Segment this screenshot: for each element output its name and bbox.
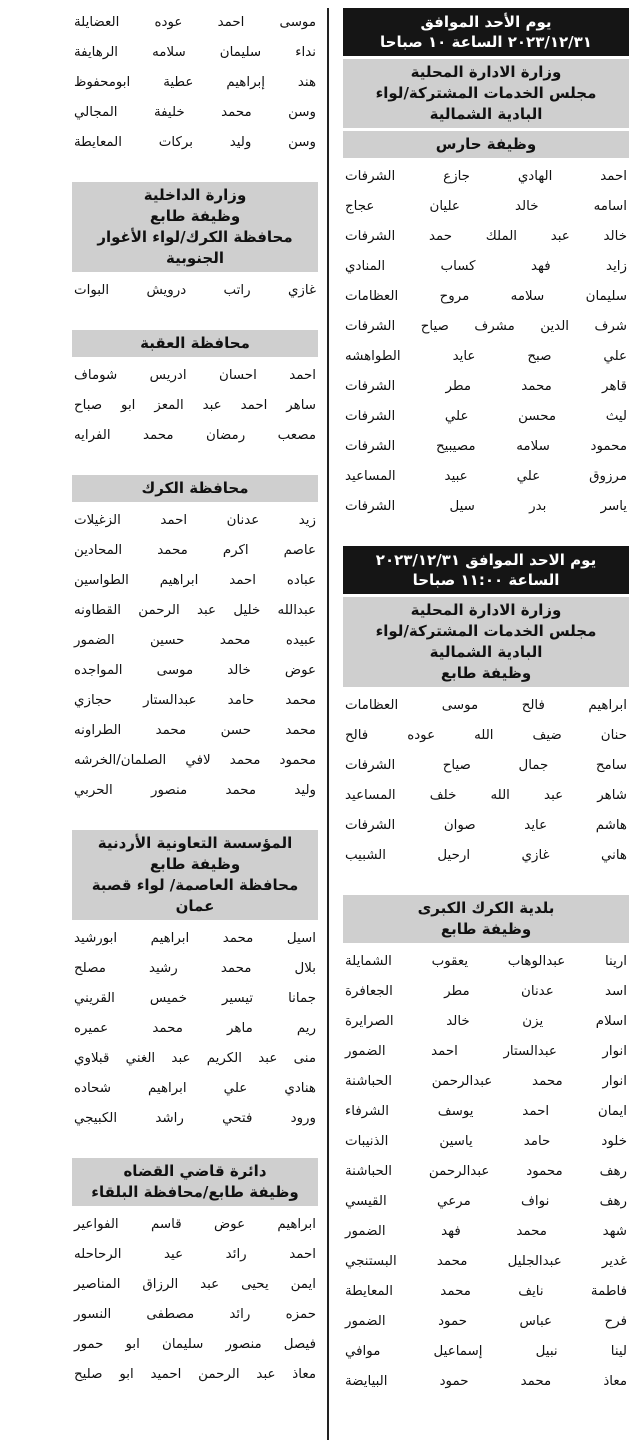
entity-line: وزارة الادارة المحلية xyxy=(410,601,562,619)
entity-line: وظيفة طابع xyxy=(149,207,241,225)
list-item: بلال محمد رشيد مصلح xyxy=(74,961,316,976)
list-item: حمزه رائد مصطفى النسور xyxy=(74,1307,316,1322)
list-item: خلود حامد ياسين الذنيبات xyxy=(345,1134,627,1149)
list-item: اسد عدنان مطر الجعافرة xyxy=(345,984,627,999)
list-item: نداء سليمان سلامه الرهايفة xyxy=(74,45,316,60)
list-item: عباده احمد ابراهيم الطواسين xyxy=(74,573,316,588)
date-header-2 xyxy=(343,546,629,594)
entity-line: مجلس الخدمات المشتركة/لواء xyxy=(375,84,597,102)
list-item: ابراهيم عوض قاسم الفواعير xyxy=(74,1217,316,1232)
job-header-1 xyxy=(343,131,629,158)
list-item: اسيل محمد ابراهيم ابورشيد xyxy=(74,931,316,946)
list-item: عبيده محمد حسين الضمور xyxy=(74,633,316,648)
list-item: احمد الهادي جازع الشرفات xyxy=(345,169,627,184)
list-item: هاني غازي ارحيل الشبيب xyxy=(345,848,627,863)
list-item: اسامه خالد عليان عجاج xyxy=(345,199,627,214)
entity-header-1 xyxy=(343,59,629,128)
entity-line: مجلس الخدمات المشتركة/لواء xyxy=(375,622,597,640)
entity-line: دائرة قاضي القضاه xyxy=(123,1162,267,1180)
list-item: ياسر بدر سيل الشرفات xyxy=(345,499,627,514)
list-item: احمد رائد عيد الرحاحله xyxy=(74,1247,316,1262)
list-item: احمد احسان ادريس شوماف xyxy=(74,368,316,383)
names-list xyxy=(72,1210,318,1390)
list-item: رهف نواف مرعي القيسي xyxy=(345,1194,627,1209)
date-line: ٢٠٢٣/١٢/٣١ الساعة ١٠ صباحا xyxy=(380,33,592,51)
entity-line: وظيفة طابع xyxy=(440,920,532,938)
entity-line: محافظة العقبة xyxy=(140,334,250,352)
list-item: موسى احمد عوده العضايلة xyxy=(74,15,316,30)
list-item: ريم ماهر محمد عميره xyxy=(74,1021,316,1036)
list-item: وسن محمد خليفة المجالي xyxy=(74,105,316,120)
entity-line: وظيفة طابع/محافظة البلقاء xyxy=(91,1183,299,1201)
entity-line: وظيفة طابع xyxy=(149,855,241,873)
list-item: زايد فهد كساب المنادي xyxy=(345,259,627,274)
names-list xyxy=(72,276,318,306)
entity-header-judges xyxy=(72,1158,318,1206)
list-item: فاطمة نايف محمد المعايطة xyxy=(345,1284,627,1299)
entity-line: عمان xyxy=(175,897,215,915)
entity-header-karak xyxy=(72,475,318,502)
left-column xyxy=(72,8,318,1390)
list-item: ليث محسن علي الشرفات xyxy=(345,409,627,424)
entity-header-cooperative xyxy=(72,830,318,920)
list-item: شاهر عبد الله خلف المساعيد xyxy=(345,788,627,803)
list-item: هنادي علي ابراهيم شحاده xyxy=(74,1081,316,1096)
list-item: سامح جمال صياح الشرفات xyxy=(345,758,627,773)
entity-line: البادية الشمالية xyxy=(429,105,543,123)
names-list xyxy=(72,924,318,1134)
list-item: هند إبراهيم عطية ابومحفوظ xyxy=(74,75,316,90)
list-item: انوار محمد عبدالرحمن الحباشنة xyxy=(345,1074,627,1089)
list-item: مرزوق علي عبيد المساعيد xyxy=(345,469,627,484)
list-item: ابراهيم فالح موسى العظامات xyxy=(345,698,627,713)
list-item: عوض خالد موسى المواجده xyxy=(74,663,316,678)
list-item: معاذ محمد حمود البيايضة xyxy=(345,1374,627,1389)
date-line: يوم الاحد الموافق ٢٠٢٣/١٢/٣١ xyxy=(375,551,597,569)
list-item: مصعب رمضان محمد الفرايه xyxy=(74,428,316,443)
list-item: محمود محمد لافي الصلمان/الخرشه xyxy=(74,753,316,768)
entity-line: بلدية الكرك الكبرى xyxy=(417,899,555,917)
list-item: وسن وليد بركات المعايطة xyxy=(74,135,316,150)
list-item: لينا نبيل إسماعيل موافي xyxy=(345,1344,627,1359)
date-line: يوم الأحد الموافق xyxy=(420,13,552,31)
right-column xyxy=(343,8,629,1397)
list-item: علي صبح عايد الطواهشه xyxy=(345,349,627,364)
list-item: غازي راتب درويش البوات xyxy=(74,283,316,298)
list-item: فيصل منصور سليمان ابو حمور xyxy=(74,1337,316,1352)
entity-line: محافظة الكرك xyxy=(141,479,249,497)
entity-line: محافظة الكرك/لواء الأغوار xyxy=(97,228,293,246)
entity-line: البادية الشمالية xyxy=(429,643,543,661)
list-item: محمود سلامه مصيبيح الشرفات xyxy=(345,439,627,454)
entity-line: وظيفة طابع xyxy=(440,664,532,682)
names-list xyxy=(72,8,318,158)
list-item: سليمان سلامه مروح العظامات xyxy=(345,289,627,304)
list-item: حنان ضيف الله عوده فالح xyxy=(345,728,627,743)
list-item: وليد محمد منصور الحربي xyxy=(74,783,316,798)
entity-header-3 xyxy=(343,895,629,943)
entity-line: الجنوبية xyxy=(166,249,224,267)
list-item: قاهر محمد مطر الشرفات xyxy=(345,379,627,394)
list-item: ساهر احمد عبد المعز ابو صباح xyxy=(74,398,316,413)
names-list xyxy=(72,361,318,451)
list-item: منى عبد الكريم عبد الغني قبلاوي xyxy=(74,1051,316,1066)
date-header-1 xyxy=(343,8,629,56)
names-list xyxy=(343,691,629,871)
entity-line: محافظة العاصمة/ لواء قصبة xyxy=(91,876,299,894)
list-item: معاذ عبد الرحمن احميد ابو صليح xyxy=(74,1367,316,1382)
list-item: عبدالله خليل عبد الرحمن القطاونه xyxy=(74,603,316,618)
list-item: رهف محمود عبدالرحمن الحباشنة xyxy=(345,1164,627,1179)
list-item: جمانا تيسير خميس القريني xyxy=(74,991,316,1006)
entity-line: المؤسسة التعاونية الأردنية xyxy=(97,834,293,852)
list-item: ارينا عبدالوهاب يعقوب الشمايلة xyxy=(345,954,627,969)
list-item: عاصم اكرم محمد المحادين xyxy=(74,543,316,558)
list-item: شرف الدين مشرف صياح الشرفات xyxy=(345,319,627,334)
list-item: غدير عبدالجليل محمد البستنجي xyxy=(345,1254,627,1269)
list-item: محمد حامد عبدالستار حجازي xyxy=(74,693,316,708)
job-title: وظيفة حارس xyxy=(435,135,537,153)
entity-line: وزارة الداخلية xyxy=(143,186,247,204)
list-item: انوار عبدالستار احمد الضمور xyxy=(345,1044,627,1059)
names-list xyxy=(343,162,629,522)
list-item: شهد محمد فهد الضمور xyxy=(345,1224,627,1239)
list-item: زيد عدنان احمد الزغيلات xyxy=(74,513,316,528)
list-item: ورود فتحي راشد الكبيجي xyxy=(74,1111,316,1126)
list-item: هاشم عايد صوان الشرفات xyxy=(345,818,627,833)
column-divider xyxy=(327,8,329,1440)
entity-header-interior xyxy=(72,182,318,272)
list-item: فرح عباس حمود الضمور xyxy=(345,1314,627,1329)
list-item: اسلام يزن خالد الصرايرة xyxy=(345,1014,627,1029)
names-list xyxy=(72,506,318,806)
entity-header-2 xyxy=(343,597,629,687)
list-item: ايمان احمد يوسف الشرفاء xyxy=(345,1104,627,1119)
entity-line: وزارة الادارة المحلية xyxy=(410,63,562,81)
list-item: خالد عبد الملك حمد الشرفات xyxy=(345,229,627,244)
entity-header-aqaba xyxy=(72,330,318,357)
names-list xyxy=(343,947,629,1397)
list-item: ايمن يحيى عبد الرزاق المناصير xyxy=(74,1277,316,1292)
date-line: الساعة ١١:٠٠ صباحا xyxy=(412,571,560,589)
list-item: محمد حسن محمد الطراونه xyxy=(74,723,316,738)
